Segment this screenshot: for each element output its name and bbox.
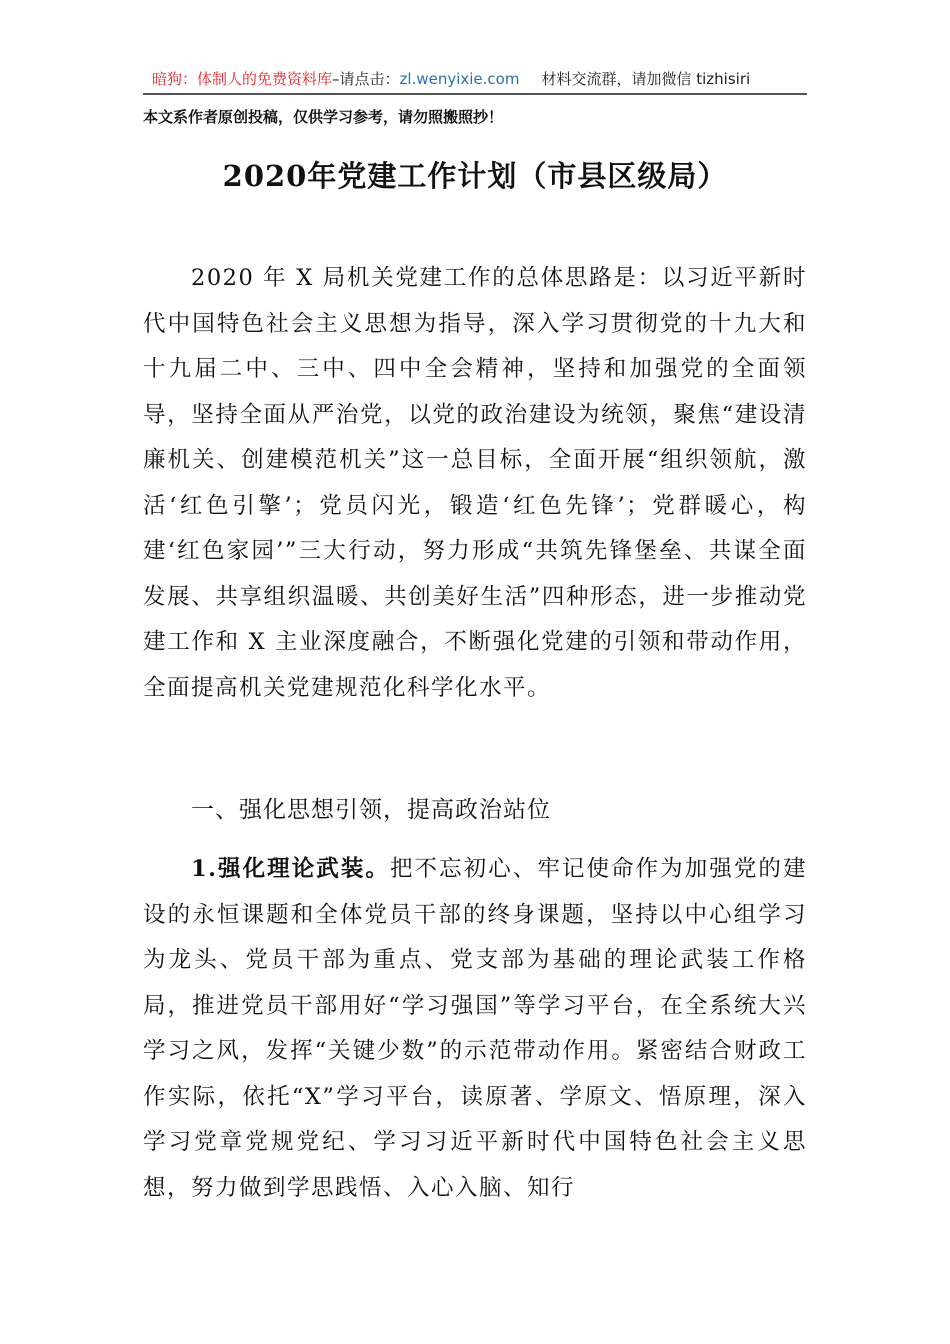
section-item-paragraph <box>143 847 807 1211</box>
brand-text: 暗狗：体制人的免费资料库 <box>152 70 333 88</box>
item-text: 把不忘初心、牢记使命作为加强党的建设的永恒课题和全体党员干部的终身课题，坚持以中心组学习为龙头、党员干部为重点、党支部为基础的理论武装工作格局，推进党员干部用好“学习强国”等学习平台，在全系统大兴学习之风，发挥“关键少数”的示范带动作用。紧密结合财政工作实际，依托“X”学习平台，读原著、学原文、悟原理，深入学习党章党规党纪、学习习近平新时代中国特色社会主义思想，努力做到学思践悟、入心入脑、知行 <box>143 856 807 1201</box>
website-link[interactable]: zl.wenyixie.com <box>399 70 520 88</box>
click-prompt: –请点击： <box>332 70 400 88</box>
intro-paragraph: 2020 年 X 局机关党建工作的总体思路是：以习近平新时代中国特色社会主义思想为指导，深入学习贯彻党的十九大和十九届二中、三中、四中全会精神，坚持和加强党的全面领导，坚持全面从严治党，以党的政治建设为统领，聚焦“建设清廉机关、创建模范机关”这一总目标，全面开展“组织领航，激活‘红色引擎’；党员闪光，锻造‘红色先锋’；党群暖心，构建‘红色家园’”三大行动，努力形成“共筑先锋堡垒、共谋全面发展、共享组织温暖、共创美好生活”四种形态，进一步推动党建工作和 X 主业深度融合，不断强化党建的引领和带动作用，全面提高机关党建规范化科学化水平。 <box>143 265 807 701</box>
copyright-notice: 本文系作者原创投稿，仅供学习参考，请勿照搬照抄！ <box>143 108 504 126</box>
promo-header <box>143 66 807 92</box>
document-title: 2020年党建工作计划（市县区级局） <box>222 159 728 193</box>
section-heading: 一、强化思想引领，提高政治站位 <box>191 797 551 823</box>
item-lead: 1.强化理论武装。 <box>191 856 390 882</box>
header-divider <box>143 93 807 95</box>
wechat-note: 材料交流群，请加微信 tizhisiri <box>541 70 751 88</box>
